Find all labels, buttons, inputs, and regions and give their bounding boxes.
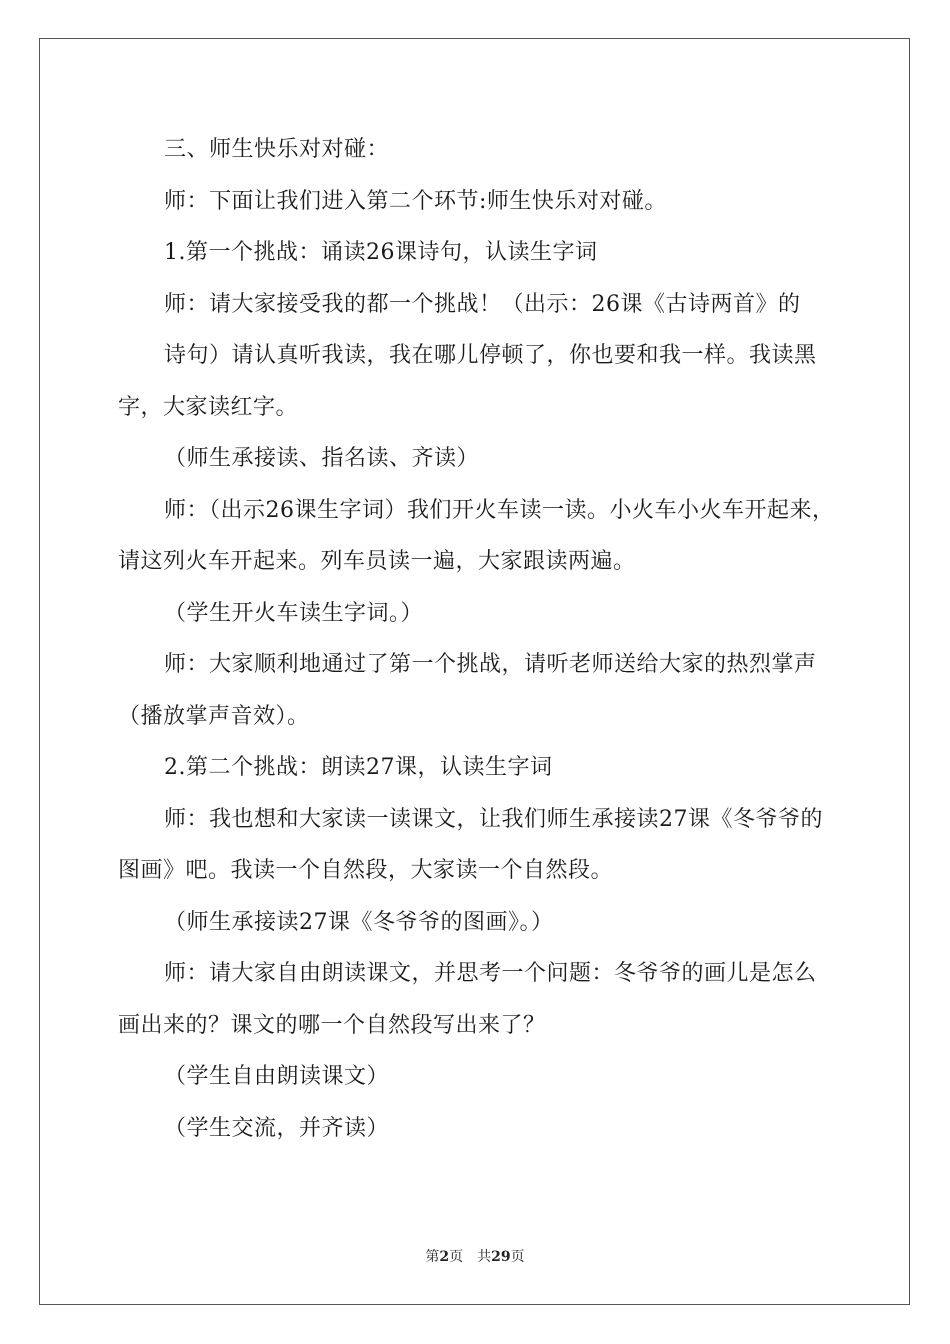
footer-prefix: 第 [425, 1249, 440, 1265]
paragraph: （师生承接读27课《冬爷爷的图画》。） [164, 909, 554, 935]
paragraph: 诗句）请认真听我读，我在哪儿停顿了，你也要和我一样。我读黑字，大家读红字。 [118, 343, 817, 420]
paragraph: 师：我也想和大家读一读课文，让我们师生承接读27课《冬爷爷的图画》吧。我读一个自然段，大家读一个自然段。 [118, 806, 823, 883]
current-page-number: 2 [439, 1249, 450, 1265]
document-body [118, 124, 838, 1154]
paragraph: 师：请大家接受我的都一个挑战！（出示：26课《古诗两首》的 [164, 291, 801, 317]
paragraph: 2.第二个挑战：朗读27课，认读生字词 [164, 755, 553, 780]
paragraph: 师：（出示26课生字词）我们开火车读一读。小火车小火车开起来，请这列火车开起来。列车员读一遍，大家跟读两遍。 [118, 497, 835, 574]
footer-suffix: 页 [510, 1249, 525, 1265]
paragraph: （学生开火车读生字词。） [164, 600, 424, 626]
paragraph: 三、师生快乐对对碰： [164, 137, 390, 162]
paragraph: （学生交流，并齐读） [164, 1115, 390, 1141]
paragraph: （师生承接读、指名读、齐读） [164, 446, 480, 471]
paragraph: （学生自由朗读课文） [164, 1064, 390, 1089]
footer-mid: 页 共 [449, 1249, 492, 1265]
page-footer [0, 1246, 950, 1266]
total-pages-number: 29 [491, 1249, 511, 1265]
paragraph: 师：请大家自由朗读课文，并思考一个问题：冬爷爷的画儿是怎么画出来的？课文的哪一个自然段写出来了？ [118, 961, 817, 1038]
paragraph: 师：大家顺利地通过了第一个挑战，请听老师送给大家的热烈掌声（播放掌声音效）。 [118, 652, 817, 729]
paragraph: 师：下面让我们进入第二个环节:师生快乐对对碰。 [164, 188, 667, 214]
paragraph: 1.第一个挑战：诵读26课诗句，认读生字词 [164, 240, 598, 265]
